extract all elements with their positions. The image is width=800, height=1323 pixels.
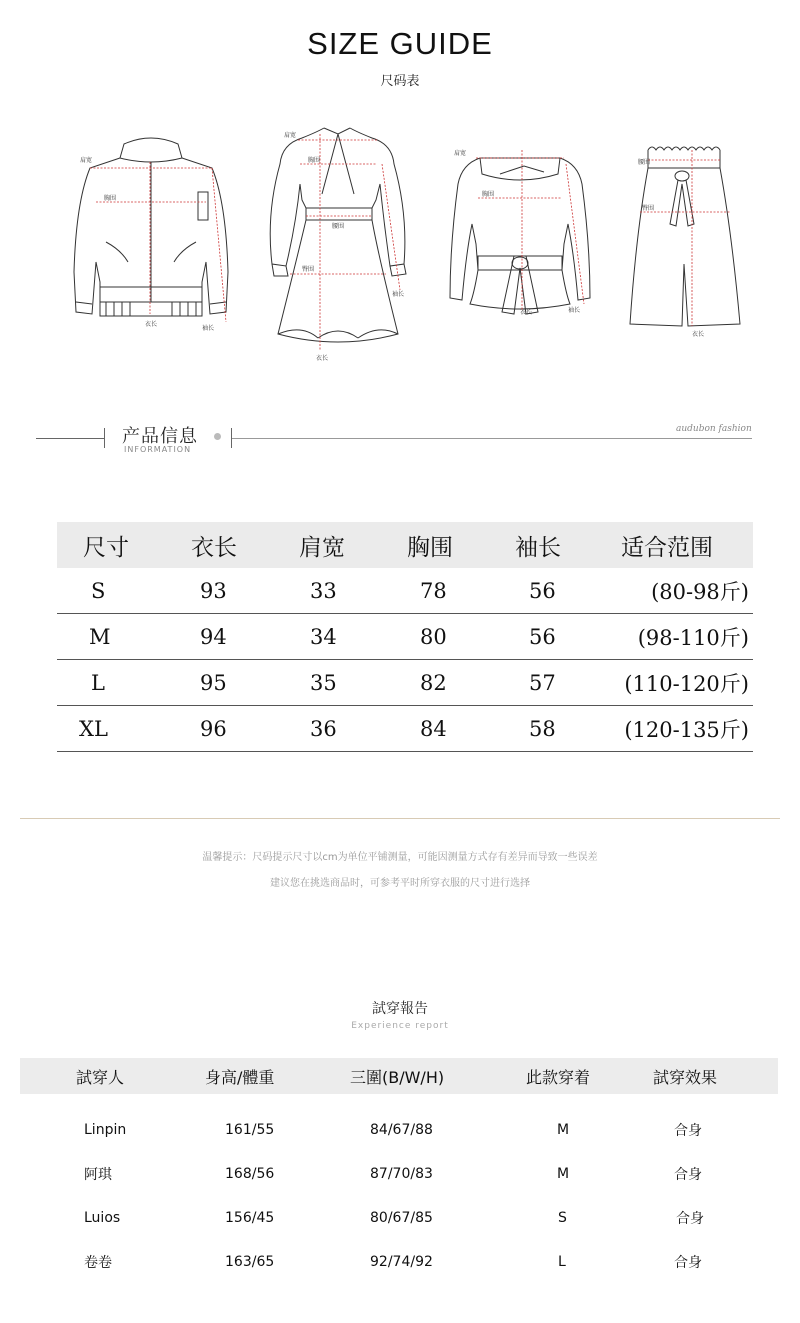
jacket-sleeve-label: 袖长 <box>202 325 215 332</box>
cell-chest: 80 <box>420 624 447 649</box>
jacket-chest-label: 胸围 <box>104 195 117 202</box>
table-row <box>57 660 753 706</box>
dress-length-label: 衣长 <box>316 355 329 362</box>
cell-measurements: 84/67/88 <box>370 1122 433 1138</box>
dress-chest-label: 胸围 <box>308 157 321 164</box>
blouse-illustration <box>444 144 594 324</box>
cell-range: (80-98斤) <box>651 579 749 604</box>
header-cell-size-worn: 此款穿着 <box>526 1067 591 1087</box>
cell-height-weight: 156/45 <box>225 1210 275 1226</box>
blouse-length-label: 衣长 <box>520 309 533 316</box>
cell-range: (98-110斤) <box>637 625 749 650</box>
dress-sleeve-label: 袖长 <box>392 291 405 298</box>
dress-illustration <box>262 124 412 364</box>
cell-sleeve: 56 <box>529 578 556 603</box>
cell-size-worn: M <box>557 1122 570 1138</box>
cell-shoulder: 33 <box>310 578 337 603</box>
jacket-illustration <box>66 132 236 337</box>
info-section-header <box>0 418 800 462</box>
header-cell-length: 衣长 <box>191 534 237 561</box>
table-row <box>57 706 753 752</box>
cell-length: 96 <box>200 716 227 741</box>
jacket-length-label: 衣长 <box>145 321 158 328</box>
tip-line-1: 温馨提示：尺码提示尺寸以cm为单位平铺测量，可能因测量方式存有差异而导致一些误差 <box>202 852 598 863</box>
table-row <box>20 1108 778 1152</box>
cell-sleeve: 57 <box>529 670 556 695</box>
blouse-shoulder-label: 肩宽 <box>454 150 467 157</box>
cell-tester: 阿琪 <box>84 1167 112 1183</box>
brand-signature: audubon fashion <box>676 424 752 434</box>
divider-line <box>36 438 104 439</box>
header-cell-chest: 胸围 <box>407 534 453 561</box>
dot-icon <box>214 433 221 440</box>
cell-height-weight: 161/55 <box>225 1122 275 1138</box>
cell-tester: Luios <box>84 1210 121 1226</box>
cell-measurements: 92/74/92 <box>370 1254 433 1270</box>
experience-subtitle: Experience report <box>351 1021 449 1031</box>
header-cell-height-weight: 身高/體重 <box>205 1067 275 1087</box>
cell-size-worn: L <box>558 1254 566 1270</box>
blouse-sleeve-label: 袖长 <box>568 307 581 314</box>
size-table-header <box>57 522 753 568</box>
cell-fit: 合身 <box>674 1167 702 1183</box>
cell-length: 93 <box>200 578 227 603</box>
cell-shoulder: 35 <box>310 670 337 695</box>
pants-illustration <box>626 144 746 344</box>
header-cell-shoulder: 肩宽 <box>299 534 345 561</box>
cell-measurements: 80/67/85 <box>370 1210 433 1226</box>
table-row <box>20 1196 778 1240</box>
divider-line <box>232 438 752 439</box>
cell-size: XL <box>79 716 108 741</box>
divider-tick <box>104 428 105 448</box>
table-row <box>20 1240 778 1284</box>
cell-chest: 84 <box>420 716 447 741</box>
header-cell-fit: 試穿效果 <box>653 1067 718 1087</box>
cell-size-worn: M <box>557 1166 570 1182</box>
cell-tester: Linpin <box>84 1122 127 1138</box>
cell-size-worn: S <box>558 1210 567 1226</box>
dress-shoulder-label: 肩宽 <box>284 132 297 139</box>
cell-size: M <box>89 624 111 649</box>
info-title: 产品信息 <box>122 426 198 447</box>
cell-size: L <box>91 670 105 695</box>
blouse-chest-label: 胸围 <box>482 191 495 198</box>
garment-illustrations <box>0 118 800 368</box>
cell-height-weight: 163/65 <box>225 1254 275 1270</box>
pants-waist-label: 腰围 <box>638 159 651 166</box>
cell-length: 95 <box>200 670 227 695</box>
cell-measurements: 87/70/83 <box>370 1166 433 1182</box>
table-row <box>57 614 753 660</box>
cell-sleeve: 56 <box>529 624 556 649</box>
cell-fit: 合身 <box>674 1123 702 1139</box>
cell-shoulder: 34 <box>310 624 337 649</box>
jacket-shoulder-label: 肩宽 <box>80 157 93 164</box>
page-subtitle: 尺码表 <box>380 74 420 89</box>
dress-waist-label: 腰围 <box>332 223 345 230</box>
cell-tester: 卷卷 <box>84 1255 112 1271</box>
cell-height-weight: 168/56 <box>225 1166 275 1182</box>
experience-title: 試穿報告 <box>372 1001 428 1017</box>
info-title-en: INFORMATION <box>124 445 192 454</box>
header-cell-range: 适合范围 <box>621 534 713 561</box>
cell-fit: 合身 <box>674 1255 702 1271</box>
header-cell-measurements: 三圍(B/W/H) <box>350 1067 445 1087</box>
cell-chest: 82 <box>420 670 447 695</box>
cell-fit: 合身 <box>676 1211 704 1227</box>
cell-range: (120-135斤) <box>624 717 749 742</box>
cell-range: (110-120斤) <box>624 671 749 696</box>
table-row <box>57 568 753 614</box>
header-cell-sleeve: 袖长 <box>515 534 561 561</box>
page-title: SIZE GUIDE <box>307 26 493 61</box>
header-cell-size: 尺寸 <box>83 534 129 561</box>
dress-hip-label: 臀围 <box>302 266 315 273</box>
pants-length-label: 衣长 <box>692 331 705 338</box>
cell-shoulder: 36 <box>310 716 337 741</box>
cell-chest: 78 <box>420 578 447 603</box>
size-table <box>57 522 753 752</box>
table-row <box>20 1152 778 1196</box>
header-cell-tester: 試穿人 <box>76 1067 125 1087</box>
cell-sleeve: 58 <box>529 716 556 741</box>
experience-table-header <box>20 1058 778 1094</box>
experience-table <box>20 1058 778 1284</box>
cell-size: S <box>91 578 106 603</box>
section-divider <box>20 818 780 819</box>
pants-hip-label: 臀围 <box>642 205 655 212</box>
cell-length: 94 <box>200 624 227 649</box>
tip-line-2: 建议您在挑选商品时，可参考平时所穿衣服的尺寸进行选择 <box>270 878 530 889</box>
